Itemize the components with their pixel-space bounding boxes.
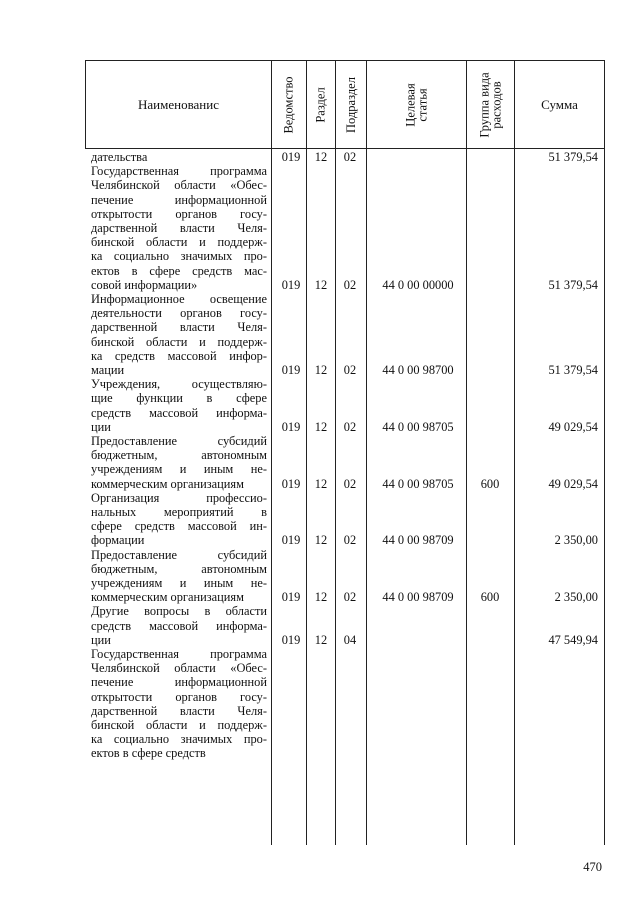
row-vedomstvo: 019 [281,277,301,292]
description-line: сфере средств массовой ин- [91,519,267,534]
header-celevaya-line1: Целевая [403,82,418,127]
row-vedomstvo: 019 [281,632,301,647]
row-summa: 51 379,54 [548,363,598,377]
row-vedomstvo: 019 [281,590,301,605]
table-right-border [604,60,605,845]
header-gruppa [467,61,514,148]
description-line: дарственной власти Челя- [91,703,267,718]
row-summa: 51 379,54 [548,277,598,292]
header-name [86,61,271,148]
row-podrazdel: 04 [343,632,357,647]
row-podrazdel: 02 [343,150,357,164]
row-vedomstvo: 019 [281,476,301,491]
header-razdel-text: Раздел [314,86,329,123]
description-line: Челябинской области «Обес- [91,178,267,193]
header-gruppa-text [479,72,503,137]
description-line: бинской области и поддерж- [91,235,267,250]
row-description [91,164,267,292]
header-celevaya-text [405,83,429,126]
row-celevaya: 44 0 00 98700 [382,363,454,377]
row-celevaya: 44 0 00 98705 [382,419,454,434]
col-divider-cel [466,60,467,845]
header-vedomstvo-text: Ведомство [282,75,296,134]
header-summa [515,61,604,148]
col-divider-ved [306,60,307,845]
header-podrazdel-text: Подраздел [344,76,358,133]
row-razdel: 12 [314,150,328,164]
description-line: ции [91,632,111,647]
header-podrazdel [336,61,366,148]
description-line: учреждениям и иным не- [91,576,267,590]
col-divider-podr [366,60,367,845]
description-line: печение информационной [91,675,267,690]
description-line: открытости органов госу- [91,689,267,704]
row-summa: 2 350,00 [554,533,598,548]
row-gruppa: 600 [480,590,500,605]
row-description [91,150,267,164]
description-line: открытости органов госу- [91,206,267,221]
page-number: 470 [583,860,602,874]
description-line: ка социально значимых про- [91,732,267,747]
row-description [91,491,267,548]
header-vedomstvo [272,61,306,148]
row-gruppa: 600 [480,476,500,491]
row-description [91,292,267,377]
row-podrazdel: 02 [343,476,357,491]
row-summa: 49 029,54 [548,419,598,434]
row-description [91,604,267,647]
description-line: ектов в сфере средств [91,746,206,761]
description-line: Предоставление субсидий [91,434,267,448]
description-line: Организация профессио- [91,490,267,505]
description-line: ектов в сфере средств мас- [91,263,267,278]
description-line: печение информационной [91,192,267,207]
row-description [91,647,267,761]
row-vedomstvo: 019 [281,419,301,434]
description-line: ка средств массовой инфор- [91,348,267,363]
row-summa: 47 549,94 [548,632,598,647]
description-line: бюджетным, автономным [91,561,267,576]
row-celevaya: 44 0 00 98705 [382,476,454,491]
row-celevaya: 44 0 00 00000 [382,277,454,292]
description-line: Учреждения, осуществляю- [91,377,267,392]
row-podrazdel: 02 [343,590,357,605]
description-line: бинской области и поддерж- [91,334,267,349]
description-line: мации [91,363,125,378]
description-line: коммерческим организациям [91,476,244,491]
row-summa: 51 379,54 [548,150,598,164]
description-line: Другие вопросы в области [91,604,267,619]
description-line: щие функции в сфере [91,391,267,406]
row-vedomstvo: 019 [281,363,301,377]
header-celevaya-line2: статья [415,87,430,122]
col-divider-name [271,60,272,845]
row-summa: 49 029,54 [548,476,598,491]
header-gruppa-line2: расходов [489,80,504,129]
row-celevaya: 44 0 00 98709 [382,533,454,548]
row-razdel: 12 [314,363,328,377]
row-vedomstvo: 019 [281,533,301,548]
row-razdel: 12 [314,533,328,548]
description-line: деятельности органов госу- [91,306,267,321]
header-gruppa-line1: Группа вида [477,71,492,138]
row-razdel: 12 [314,277,328,292]
description-line: коммерческим организациям [91,590,244,605]
description-line: ции [91,419,111,434]
description-line: бюджетным, автономным [91,448,267,463]
table-header-border [85,148,605,149]
row-description [91,548,267,605]
description-line: Государственная программа [91,647,267,661]
description-line: ка социально значимых про- [91,249,267,264]
col-divider-razd [335,60,336,845]
row-vedomstvo: 019 [281,150,301,164]
row-razdel: 12 [314,419,328,434]
row-podrazdel: 02 [343,277,357,292]
row-razdel: 12 [314,590,328,605]
description-line: бинской области и поддерж- [91,718,267,733]
header-summa-text: Сумма [541,96,578,112]
description-line: средств массовой информа- [91,618,267,633]
description-line: Предоставление субсидий [91,547,267,562]
row-podrazdel: 02 [343,363,357,377]
description-line: Информационное освещение [91,292,267,306]
col-divider-grp [514,60,515,845]
description-line: дарственной власти Челя- [91,221,267,235]
row-celevaya: 44 0 00 98709 [382,590,454,605]
row-razdel: 12 [314,476,328,491]
description-line: дарственной власти Челя- [91,320,267,335]
header-name-text: Наименованис [138,96,219,112]
description-line: Государственная программа [91,164,267,179]
description-line: формации [91,533,145,548]
row-podrazdel: 02 [343,533,357,548]
description-line: нальных мероприятий в [91,505,267,519]
header-celevaya [367,61,466,148]
row-razdel: 12 [314,632,328,647]
header-razdel [307,61,335,148]
description-line: Челябинской области «Обес- [91,661,267,676]
row-summa: 2 350,00 [554,590,598,605]
description-line: совой информации» [91,277,198,292]
description-line: средств массовой информа- [91,405,267,420]
row-description [91,377,267,434]
row-podrazdel: 02 [343,419,357,434]
description-line: дательства [91,150,148,164]
row-description [91,434,267,491]
description-line: учреждениям и иным не- [91,462,267,477]
